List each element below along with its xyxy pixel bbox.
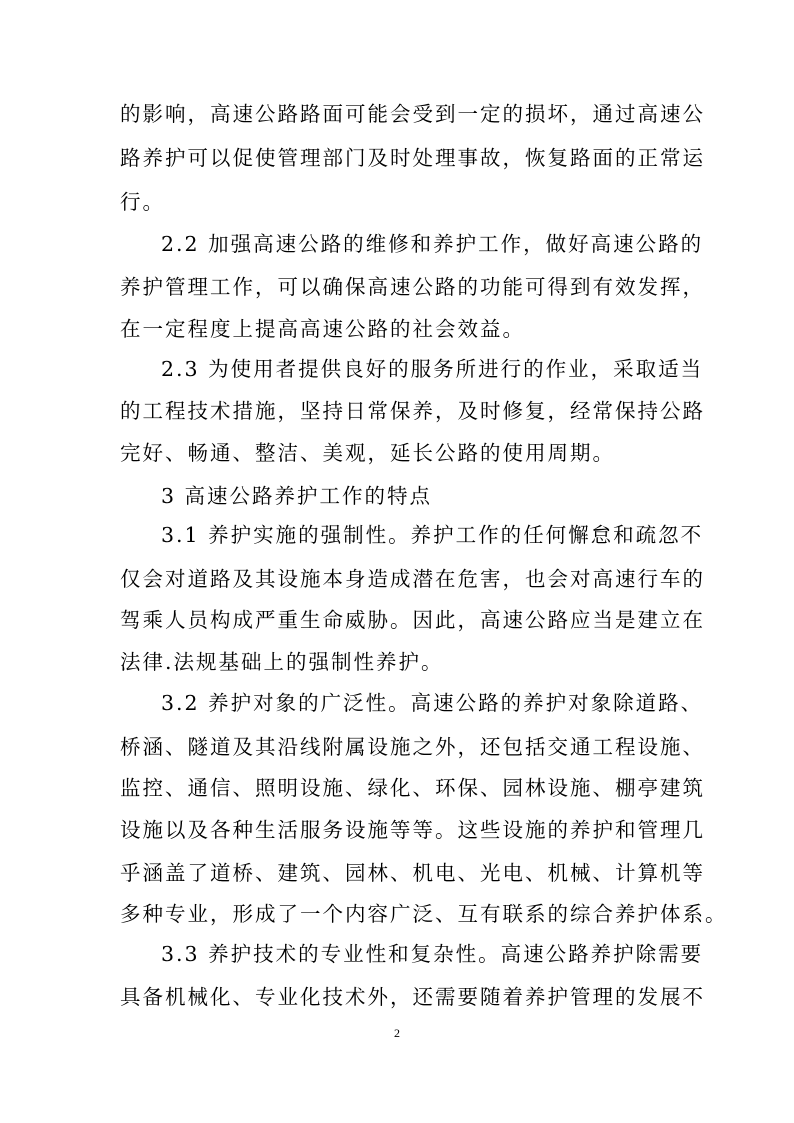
text-line-18: 设施以及各种生活服务设施等等。这些设施的养护和管理几 xyxy=(120,818,705,842)
text-line-16: 桥涵、隧道及其沿线附属设施之外，还包括交通工程设施、 xyxy=(120,735,705,759)
text-line-13: 驾乘人员构成严重生命威胁。因此，高速公路应当是建立在 xyxy=(120,608,705,632)
text-line-7: 2.3 为使用者提供良好的服务所进行的作业，采取适当 xyxy=(161,357,704,381)
text-line-19: 乎涵盖了道桥、建筑、园林、机电、光电、机械、计算机等 xyxy=(120,861,705,885)
page-number: 2 xyxy=(394,1026,400,1040)
text-line-2: 路养护可以促使管理部门及时处理事故，恢复路面的正常运 xyxy=(120,146,705,170)
text-line-17: 监控、通信、照明设施、绿化、环保、园林设施、棚亭建筑 xyxy=(120,776,705,800)
text-line-9: 完好、畅通、整洁、美观，延长公路的使用周期。 xyxy=(120,441,615,465)
text-line-6: 在一定程度上提高高速公路的社会效益。 xyxy=(120,317,525,341)
text-line-8: 的工程技术措施，坚持日常保养，及时修复，经常保持公路 xyxy=(120,399,705,423)
text-line-5: 养护管理工作，可以确保高速公路的功能可得到有效发挥， xyxy=(120,275,705,299)
text-line-22: 具备机械化、专业化技术外，还需要随着养护管理的发展不 xyxy=(120,985,705,1009)
text-line-21: 3.3 养护技术的专业性和复杂性。高速公路养护除需要 xyxy=(161,942,704,966)
text-line-11: 3.1 养护实施的强制性。养护工作的任何懈怠和疏忽不 xyxy=(161,523,704,547)
section-heading: 3 高速公路养护工作的特点 xyxy=(161,484,433,508)
text-line-1: 的影响，高速公路路面可能会受到一定的损坏，通过高速公 xyxy=(120,102,705,126)
text-line-12: 仅会对道路及其设施本身造成潜在危害，也会对高速行车的 xyxy=(120,567,705,591)
text-line-20: 多种专业，形成了一个内容广泛、互有联系的综合养护体系。 xyxy=(120,902,728,926)
text-line-4: 2.2 加强高速公路的维修和养护工作，做好高速公路的 xyxy=(161,232,704,256)
text-line-3: 行。 xyxy=(120,190,165,214)
text-line-14: 法律.法规基础上的强制性养护。 xyxy=(120,650,444,674)
text-line-15: 3.2 养护对象的广泛性。高速公路的养护对象除道路、 xyxy=(161,691,704,715)
